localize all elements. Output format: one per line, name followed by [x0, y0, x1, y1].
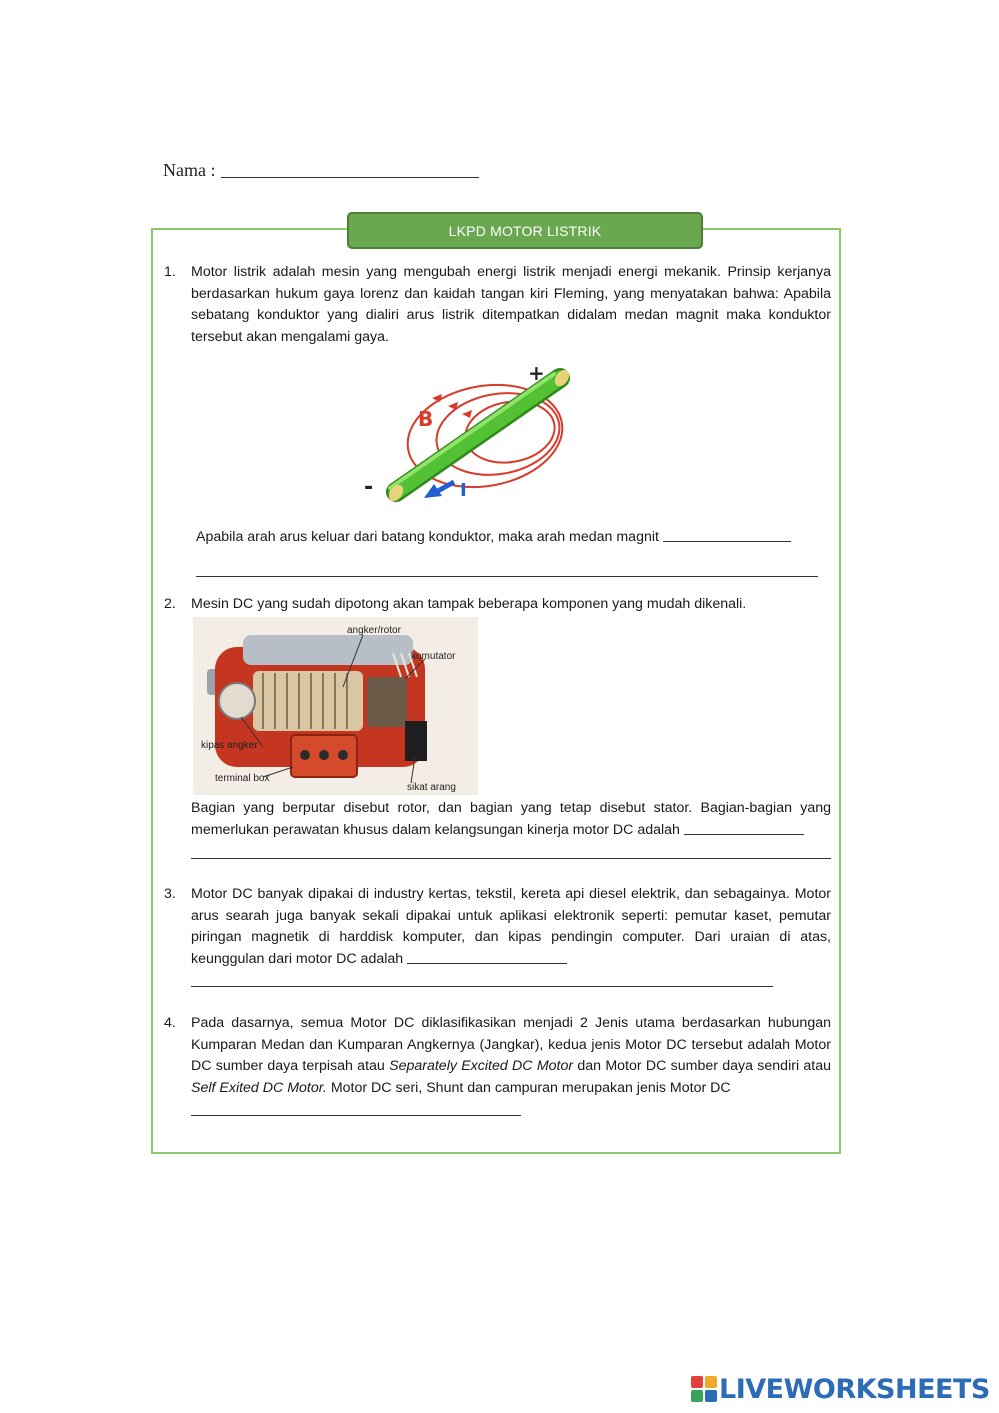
- terminal-posts: [300, 750, 348, 760]
- q4-text-c: Motor DC seri, Shunt dan campuran merupakan jenis Motor DC: [326, 1079, 731, 1096]
- label-rotor: angker/rotor: [347, 625, 401, 636]
- q2-text-row: [191, 798, 831, 841]
- q2-number: 2.: [164, 596, 176, 612]
- q2-text: Bagian yang berputar disebut rotor, dan bagian yang tetap disebut stator. Bagian-bagian yang memerlukan perawatan khusus dalam kelangsungan kinerja motor DC adalah: [191, 800, 831, 838]
- q3-answer-line[interactable]: [191, 986, 773, 987]
- q1-text: Motor listrik adalah mesin yang mengubah energi listrik menjadi energi mekanik. Prinsip kerjanya berdasarkan hukum gaya lorenz dan kaidah tangan kiri Fleming, yang menyatakan bahwa: Apabila sebatang konduktor yang dialiri arus listrik ditempatkan didalam medan magnit maka konduktor tersebut akan mengalami gaya.: [191, 264, 831, 345]
- q1-number: 1.: [164, 264, 176, 280]
- q4-text-b: dan Motor DC sumber daya sendiri atau: [577, 1058, 832, 1075]
- q1-answer-blank[interactable]: [663, 529, 791, 542]
- commutator: [367, 677, 407, 727]
- lorentz-force-diagram: [360, 364, 585, 504]
- worksheet-title: LKPD MOTOR LISTRIK: [448, 222, 602, 239]
- q1-prompt-row: [196, 527, 836, 549]
- label-kipas: kipas angker: [201, 740, 258, 751]
- brand-icon: [691, 1376, 717, 1402]
- current-label: I: [460, 480, 467, 501]
- brand-name: LIVEWORKSHEETS: [719, 1373, 990, 1405]
- q2-intro: Mesin DC yang sudah dipotong akan tampak beberapa komponen yang mudah dikenali.: [191, 596, 747, 612]
- name-blank[interactable]: [221, 163, 479, 178]
- q3-text-row: [191, 884, 831, 970]
- worksheet-title-banner: [347, 212, 703, 249]
- label-terminal: terminal box: [215, 773, 270, 784]
- q3-text: Motor DC banyak dipakai di industry kertas, tekstil, kereta api diesel elektrik, dan sebagainya. Motor arus searah juga banyak sekali dipakai untuk aplikasi elektronik seperti: pemutar kaset, pemutar piringan magnetik di harddisk komputer, dan kipas pendingin computer. Dari uraian di atas, keunggulan dari motor DC adalah: [191, 886, 831, 967]
- current-direction-arrow: [424, 482, 454, 498]
- negative-terminal-sign: -: [364, 475, 374, 500]
- dc-motor-cutaway-image: [193, 617, 478, 795]
- q2-answer-blank[interactable]: [684, 822, 804, 835]
- label-komutator: komutator: [411, 651, 456, 662]
- q4-text-a: Pada dasarnya, semua Motor DC diklasifikasikan menjadi 2 Jenis utama berdasarkan hubungan Kumparan Medan dan Kumparan Angkernya (Jangkar), kedua jenis Motor DC tersebut adalah Motor DC sumber daya terpisah atau: [191, 1015, 831, 1075]
- magnetic-field-label: B: [418, 407, 434, 431]
- q4-italic-a: Separately Excited DC Motor: [389, 1058, 574, 1075]
- q4-number: 4.: [164, 1015, 176, 1031]
- fan: [219, 683, 255, 719]
- q3-number: 3.: [164, 886, 176, 902]
- q3-answer-blank[interactable]: [407, 951, 567, 964]
- q4-answer-line[interactable]: [191, 1115, 521, 1116]
- q4-italic-b: Self Exited DC Motor.: [191, 1079, 327, 1096]
- conductor-rod: [386, 367, 572, 504]
- positive-terminal-sign: +: [528, 364, 545, 385]
- name-field-row: [163, 160, 479, 181]
- q4-text-block: [191, 1013, 831, 1099]
- housing-top: [243, 635, 413, 665]
- q1-answer-line[interactable]: [196, 576, 818, 577]
- name-label: Nama :: [163, 160, 216, 180]
- liveworksheets-logo[interactable]: [691, 1373, 990, 1405]
- q1-prompt: Apabila arah arus keluar dari batang konduktor, maka arah medan magnit: [196, 529, 659, 545]
- label-sikat: sikat arang: [407, 782, 456, 793]
- field-arrowheads: [432, 394, 472, 418]
- brush-holder: [405, 721, 427, 761]
- q2-answer-line[interactable]: [191, 858, 831, 859]
